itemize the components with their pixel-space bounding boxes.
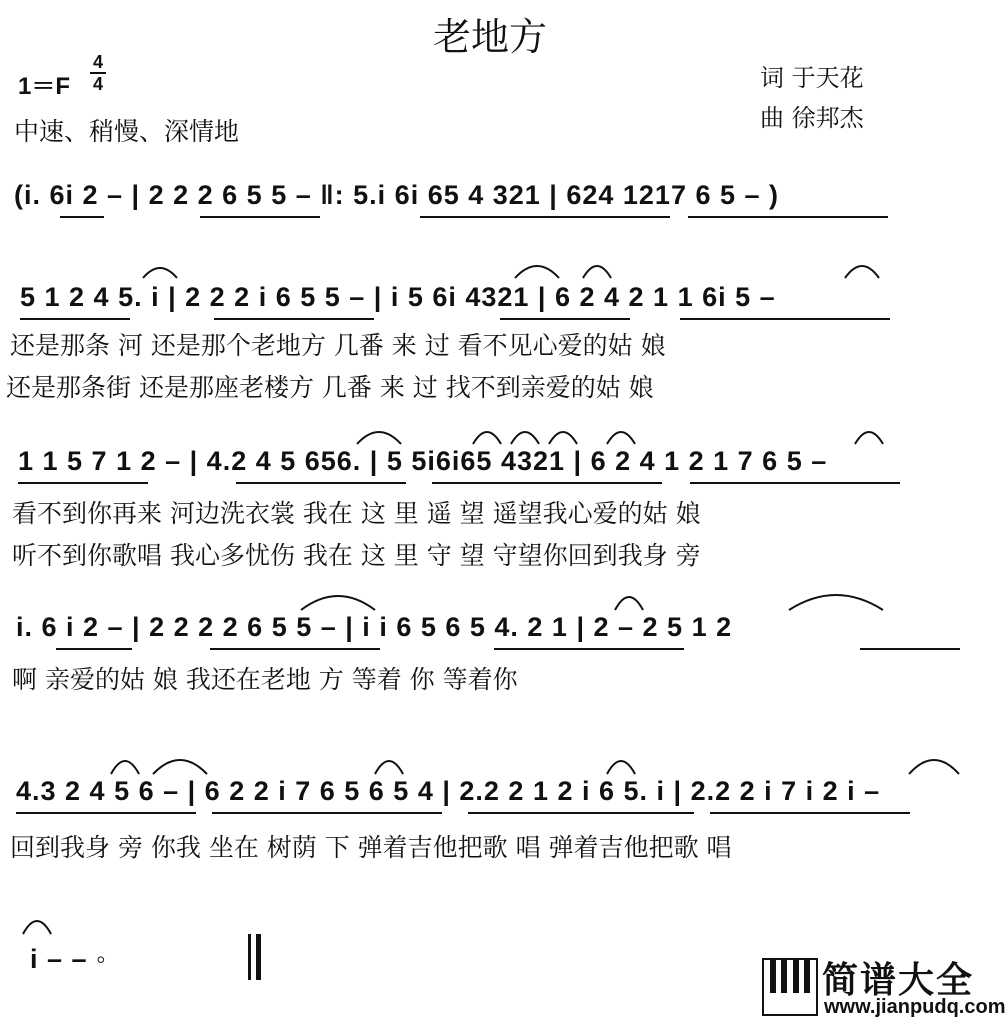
lyric-line-1b: 还是那条街 还是那座老楼方 几番 来 过 找不到亲爱的姑 娘 bbox=[6, 373, 654, 402]
slur-mark bbox=[604, 752, 638, 776]
fermata-mark bbox=[612, 588, 646, 612]
lyric-line-2b: 听不到你歌唱 我心多忧伤 我在 这 里 守 望 守望你回到我身 旁 bbox=[12, 541, 701, 570]
watermark-name: 简谱大全 bbox=[822, 960, 975, 1001]
lyric-line-2a: 看不到你再来 河边洗衣裳 我在 这 里 遥 望 遥望我心爱的姑 娘 bbox=[12, 499, 701, 528]
lyric-line-1a: 还是那条 河 还是那个老地方 几番 来 过 看不见心爱的姑 娘 bbox=[10, 331, 666, 360]
slur-mark bbox=[354, 424, 404, 446]
composer-credit: 曲 徐邦杰 bbox=[760, 104, 864, 132]
watermark-url: www.jianpudq.com bbox=[824, 996, 1005, 1018]
tie-mark bbox=[906, 752, 962, 776]
fermata-mark bbox=[108, 752, 142, 776]
slur-mark bbox=[842, 258, 882, 280]
lyricist-credit: 词 于天花 bbox=[760, 64, 864, 92]
lyric-line-3a: 啊 亲爱的姑 娘 我还在老地 方 等着 你 等着你 bbox=[12, 665, 518, 694]
song-title: 老地方 bbox=[432, 15, 547, 59]
staff-row-3: i. 6 i 2 – | 2 2 2 2 6 5 5 – | i i 6 5 6 5 4. 2 1 | 2 – 2 5 1 2 bbox=[16, 612, 733, 642]
staff-row-2: 1 1 5 7 1 2 – | 4.2 4 5 656. | 5 5i6i65 4321 | 6 2 4 1 2 1 7 6 5 – bbox=[18, 446, 828, 476]
time-sig-top: 4 bbox=[92, 52, 103, 72]
fermata-mark bbox=[604, 424, 638, 446]
tie-mark bbox=[786, 588, 886, 612]
time-signature bbox=[88, 52, 108, 94]
slur-mark bbox=[508, 424, 542, 446]
slur-mark bbox=[546, 424, 580, 446]
tie-mark bbox=[150, 752, 210, 776]
fermata-mark bbox=[20, 912, 54, 936]
staff-row-intro: (i. 6i 2 – | 2 2 2 6 5 5 – ‖: 5.i 6i 65 4 321 | 624 1217 6 5 – ) bbox=[14, 180, 780, 210]
staff-row-4: 4.3 2 4 5 6 – | 6 2 2 i 7 6 5 6 5 4 | 2.2 2 1 2 i 6 5. i | 2.2 2 i 7 i 2 i – bbox=[16, 776, 881, 806]
slur-mark bbox=[852, 424, 886, 446]
slur-mark bbox=[512, 258, 562, 280]
staff-row-final: i – – ◦ bbox=[30, 944, 107, 974]
fermata-mark bbox=[372, 752, 406, 776]
lyric-line-4a: 回到我身 旁 你我 坐在 树荫 下 弹着吉他把歌 唱 弹着吉他把歌 唱 bbox=[10, 833, 732, 862]
staff-row-1: 5 1 2 4 5. i | 2 2 2 i 6 5 5 – | i 5 6i 4321 | 6 2 4 2 1 1 6i 5 – bbox=[20, 282, 776, 312]
slur-mark bbox=[470, 424, 504, 446]
tempo-marking: 中速、稍慢、深情地 bbox=[14, 117, 240, 146]
fermata-mark bbox=[580, 258, 614, 280]
piano-keys-logo-icon bbox=[762, 958, 818, 1016]
time-sig-bottom: 4 bbox=[92, 74, 103, 94]
key-signature: 1＝F bbox=[18, 73, 71, 100]
slur-mark bbox=[298, 588, 378, 612]
slur-mark bbox=[140, 260, 180, 280]
